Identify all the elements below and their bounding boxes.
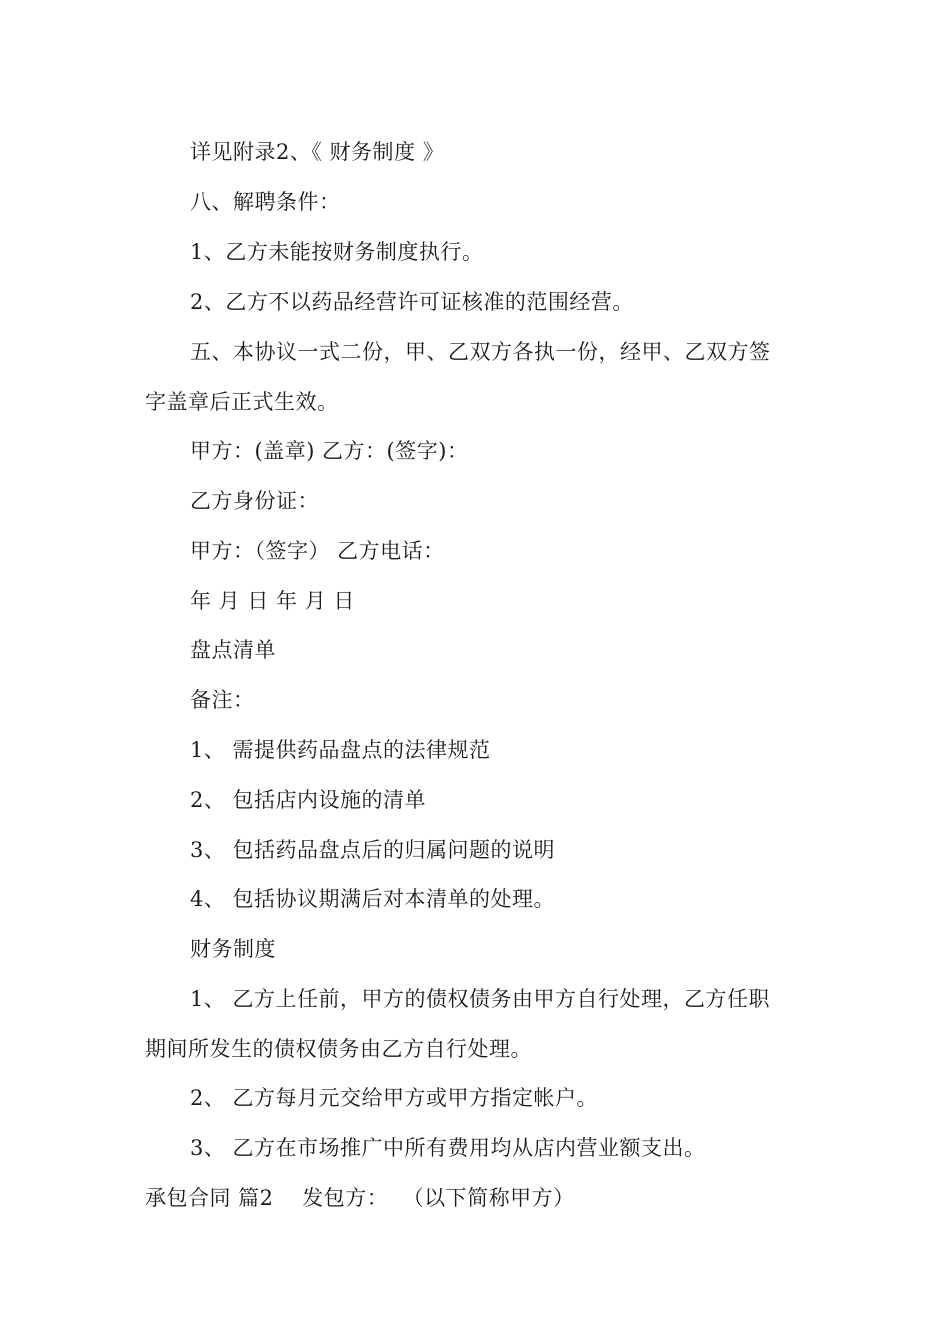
list-item: 3、 乙方在市场推广中所有费用均从店内营业额支出。 bbox=[190, 1136, 706, 1160]
section-heading-dismissal-conditions: 八、解聘条件： bbox=[190, 190, 341, 214]
list-item: 4、 包括协议期满后对本清单的处理。 bbox=[190, 887, 556, 911]
section-heading-financial-system: 财务制度 bbox=[190, 937, 276, 961]
section-heading-inventory-list: 盘点清单 bbox=[190, 638, 276, 662]
paragraph-agreement-copies-continued: 字盖章后正式生效。 bbox=[145, 390, 339, 414]
list-item: 1、乙方未能按财务制度执行。 bbox=[190, 240, 484, 264]
signature-line-party-a-b: 甲方：(盖章) 乙方：(签字)： bbox=[190, 439, 469, 463]
list-item: 2、 包括店内设施的清单 bbox=[190, 788, 427, 812]
list-item: 2、 乙方每月元交给甲方或甲方指定帐户。 bbox=[190, 1086, 599, 1110]
signature-phone-line: 甲方：（签字） 乙方电话： bbox=[190, 539, 445, 563]
list-item: 3、 包括药品盘点后的归属问题的说明 bbox=[190, 838, 556, 862]
list-item: 2、乙方不以药品经营许可证核准的范围经营。 bbox=[190, 290, 634, 314]
notes-label: 备注： bbox=[190, 688, 255, 712]
paragraph-appendix-reference: 详见附录2、《 财务制度 》 bbox=[190, 140, 445, 164]
list-item: 1、 需提供药品盘点的法律规范 bbox=[190, 738, 491, 762]
contract-title-part-2: 承包合同 篇2 发包方： （以下简称甲方） bbox=[145, 1186, 575, 1210]
paragraph-agreement-copies: 五、本协议一式二份，甲、乙双方各执一份，经甲、乙双方签 bbox=[190, 340, 771, 364]
date-line: 年 月 日 年 月 日 bbox=[190, 589, 355, 613]
list-item-continued: 期间所发生的债权债务由乙方自行处理。 bbox=[145, 1037, 532, 1061]
id-card-line: 乙方身份证： bbox=[190, 489, 319, 513]
list-item: 1、 乙方上任前，甲方的债权债务由甲方自行处理，乙方任职 bbox=[190, 987, 771, 1011]
